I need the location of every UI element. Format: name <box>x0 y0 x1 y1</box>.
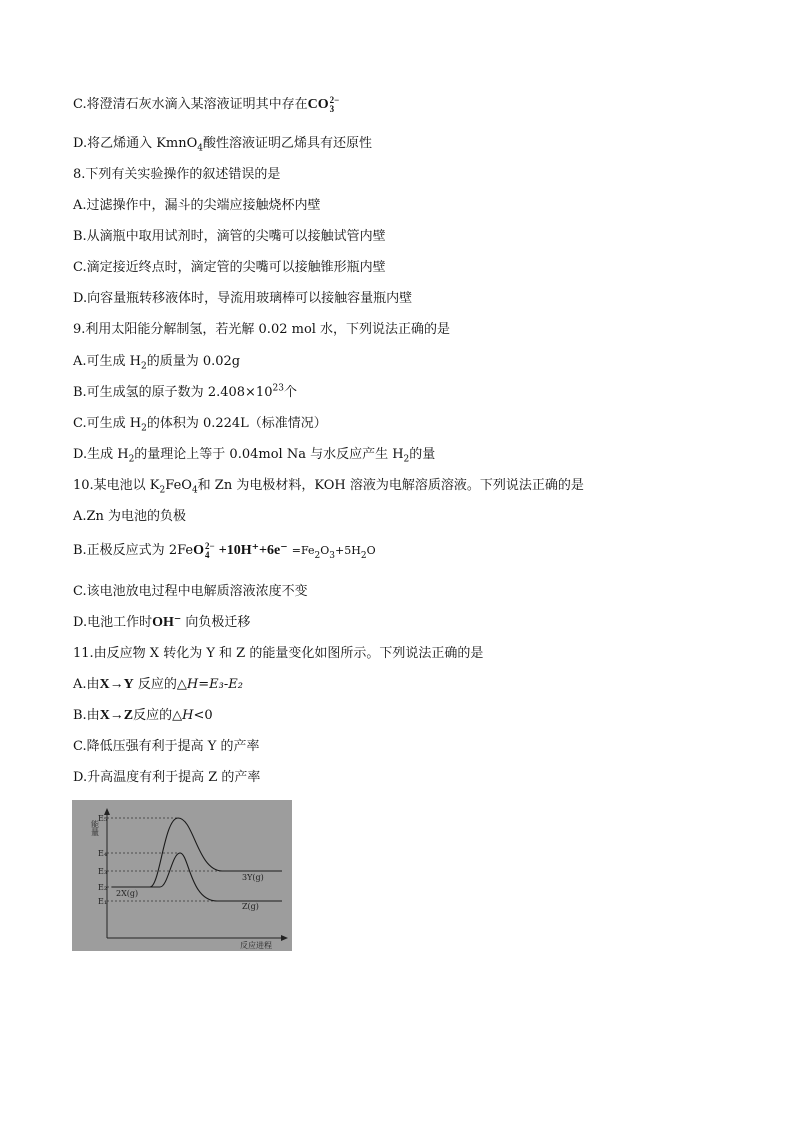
reaction-terms: +10H⁺+6e⁻ <box>218 543 288 559</box>
option-10d: D.电池工作时OH⁻ 向负极迁移 <box>73 615 251 630</box>
question-8: 8.下列有关实验操作的叙述错误的是 <box>73 167 281 182</box>
y-axis-label: 能量 <box>90 820 100 836</box>
option-9c: C.可生成 $H_2$的体积为 0.224L（标准情况） <box>73 416 327 434</box>
question-10: 10.某电池以 $K_2FeO_4$和 Zn 为电极材料，KOH 溶液为电解溶质溶液。下列说法正确的是 <box>73 478 584 496</box>
option-10a: A.Zn 为电池的负极 <box>73 509 187 524</box>
option-10b: B.正极反应式为 2FeO 2− 4 $+10H^++6e^- =Fe_2O_3+5H_2O$ <box>73 541 376 561</box>
energy-diagram-figure <box>72 800 292 951</box>
option-9a: A.可生成 $H_2$的质量为 0.02g <box>73 354 241 372</box>
hydroxide-formula: OH⁻ <box>152 615 182 630</box>
option-11a: A.由X→Y 反应的△H=E₃-E₂ <box>73 677 243 692</box>
option-8d: D.向容量瓶转移液体时，导流用玻璃棒可以接触容量瓶内壁 <box>73 291 413 306</box>
product-z-label: Z(g) <box>242 902 259 911</box>
product-y-label: 3Y(g) <box>242 873 264 882</box>
option-10c: C.该电池放电过程中电解质溶液浓度不变 <box>73 584 308 599</box>
question-9: 9.利用太阳能分解制氢，若光解 0.02 mol 水，下列说法正确的是 <box>73 322 451 337</box>
question-11: 11.由反应物 X 转化为 Y 和 Z 的能量变化如图所示。下列说法正确的是 <box>73 646 484 661</box>
energy-diagram <box>72 800 292 951</box>
option-11b: B.由X→Z反应的△H<0 <box>73 708 213 723</box>
ferrate-formula: O 2− 4 <box>193 541 215 560</box>
option-9d: D.生成 $H_2$的量理论上等于 0.04mol Na 与水反应产生 $H_2$的量 <box>73 447 436 465</box>
reaction-x-to-y: X→Y <box>99 677 134 692</box>
option-7c <box>73 96 339 114</box>
level-e5-label: E₅ <box>98 814 108 823</box>
level-e1-label: E₁ <box>98 897 108 906</box>
level-e2-label: E₂ <box>98 883 108 892</box>
carbonate-formula: CO 2− 3 <box>307 95 340 114</box>
option-7d: D.将乙烯通入 KmnO$_4$酸性溶液证明乙烯具有还原性 <box>73 136 373 154</box>
option-8c: C.滴定接近终点时，滴定管的尖嘴可以接触锥形瓶内壁 <box>73 260 386 275</box>
reactant-label: 2X(g) <box>116 889 139 898</box>
option-text: C.将澄清石灰水滴入某溶液证明其中存在 <box>73 97 308 113</box>
level-e4-label: E₄ <box>98 849 108 858</box>
option-11c: C.降低压强有利于提高 Y 的产率 <box>73 739 260 754</box>
option-8b: B.从滴瓶中取用试剂时，滴管的尖嘴可以接触试管内壁 <box>73 229 386 244</box>
option-8a: A.过滤操作中，漏斗的尖端应接触烧杯内壁 <box>73 198 321 213</box>
x-axis-label: 反应进程 <box>240 941 272 950</box>
reaction-x-to-z: X→Z <box>99 708 134 723</box>
option-11d: D.升高温度有利于提高 Z 的产率 <box>73 770 261 785</box>
x-axis-arrow <box>281 935 288 941</box>
option-9b: B.可生成氢的原子数为 $2.408\times 10^{23}$个 <box>73 383 297 400</box>
level-e3-label: E₃ <box>98 867 108 876</box>
